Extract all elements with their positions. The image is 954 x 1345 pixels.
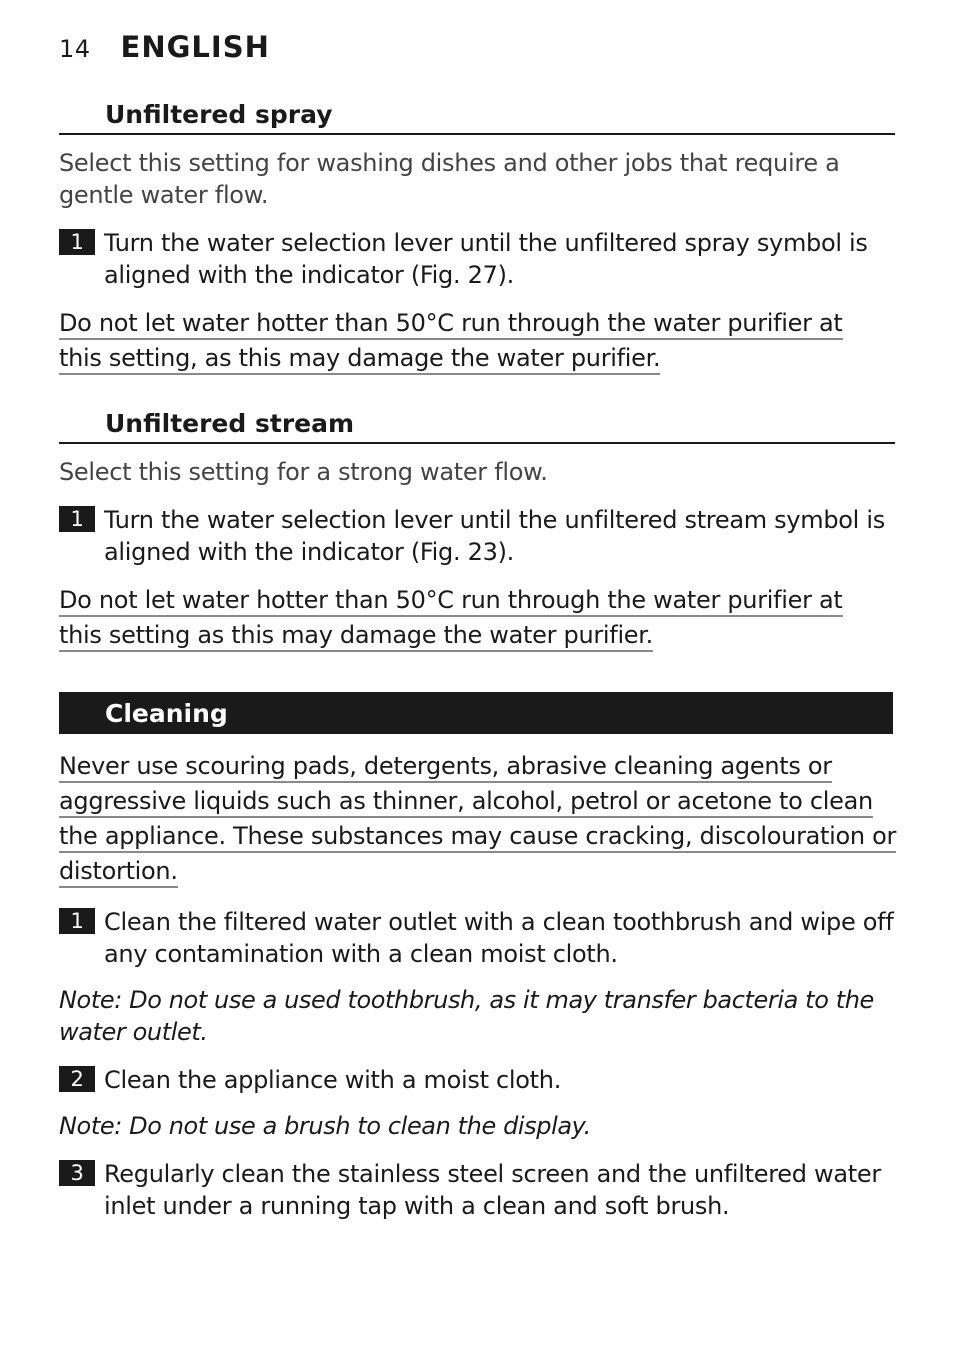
step-text: Turn the water selection lever until the unfiltered stream symbol is aligned with the indicator (Fig. 23). <box>104 506 885 566</box>
unfiltered-spray-warning <box>59 307 895 377</box>
cleaning-step-2 <box>59 1064 895 1096</box>
page-number: 14 <box>59 35 91 63</box>
step-number-badge: 2 <box>59 1066 95 1092</box>
unfiltered-stream-intro: Select this setting for a strong water flow. <box>59 458 548 486</box>
cleaning-note-2: Note: Do not use a brush to clean the display. <box>59 1112 591 1140</box>
unfiltered-spray-intro: Select this setting for washing dishes and other jobs that require a gentle water flow. <box>59 149 840 209</box>
warning-line: this setting, as this may damage the water purifier. <box>59 343 660 375</box>
warning-line: the appliance. These substances may cause cracking, discolouration or <box>59 821 896 853</box>
cleaning-warning <box>59 750 895 890</box>
cleaning-section-bar <box>59 692 893 734</box>
unfiltered-stream-heading: Unfiltered stream <box>59 409 895 444</box>
warning-line: Never use scouring pads, detergents, abrasive cleaning agents or <box>59 751 832 783</box>
cleaning-heading: Cleaning <box>105 698 228 728</box>
page-header <box>59 30 895 76</box>
cleaning-step-1 <box>59 906 895 970</box>
manual-page <box>59 30 895 1222</box>
step-number-badge: 1 <box>59 506 95 532</box>
unfiltered-spray-heading: Unfiltered spray <box>59 100 895 135</box>
step-number-badge: 1 <box>59 229 95 255</box>
warning-line: distortion. <box>59 856 178 888</box>
page-language-title: ENGLISH <box>120 30 270 64</box>
unfiltered-stream-step-1 <box>59 504 895 568</box>
warning-line: Do not let water hotter than 50°C run through the water purifier at <box>59 308 843 340</box>
warning-line: aggressive liquids such as thinner, alcohol, petrol or acetone to clean <box>59 786 873 818</box>
step-text: Clean the filtered water outlet with a clean toothbrush and wipe off any contamination with a clean moist cloth. <box>104 908 894 968</box>
cleaning-step-3 <box>59 1158 895 1222</box>
warning-line: Do not let water hotter than 50°C run through the water purifier at <box>59 585 843 617</box>
step-text: Clean the appliance with a moist cloth. <box>104 1066 562 1094</box>
step-text: Regularly clean the stainless steel screen and the unfiltered water inlet under a running tap with a clean and soft brush. <box>104 1160 881 1220</box>
step-number-badge: 3 <box>59 1160 95 1186</box>
unfiltered-spray-step-1 <box>59 227 895 291</box>
step-text: Turn the water selection lever until the unfiltered spray symbol is aligned with the indicator (Fig. 27). <box>104 229 868 289</box>
unfiltered-stream-warning <box>59 584 895 654</box>
step-number-badge: 1 <box>59 908 95 934</box>
cleaning-note-1: Note: Do not use a used toothbrush, as it may transfer bacteria to the water outlet. <box>59 986 874 1046</box>
warning-line: this setting as this may damage the water purifier. <box>59 620 653 652</box>
